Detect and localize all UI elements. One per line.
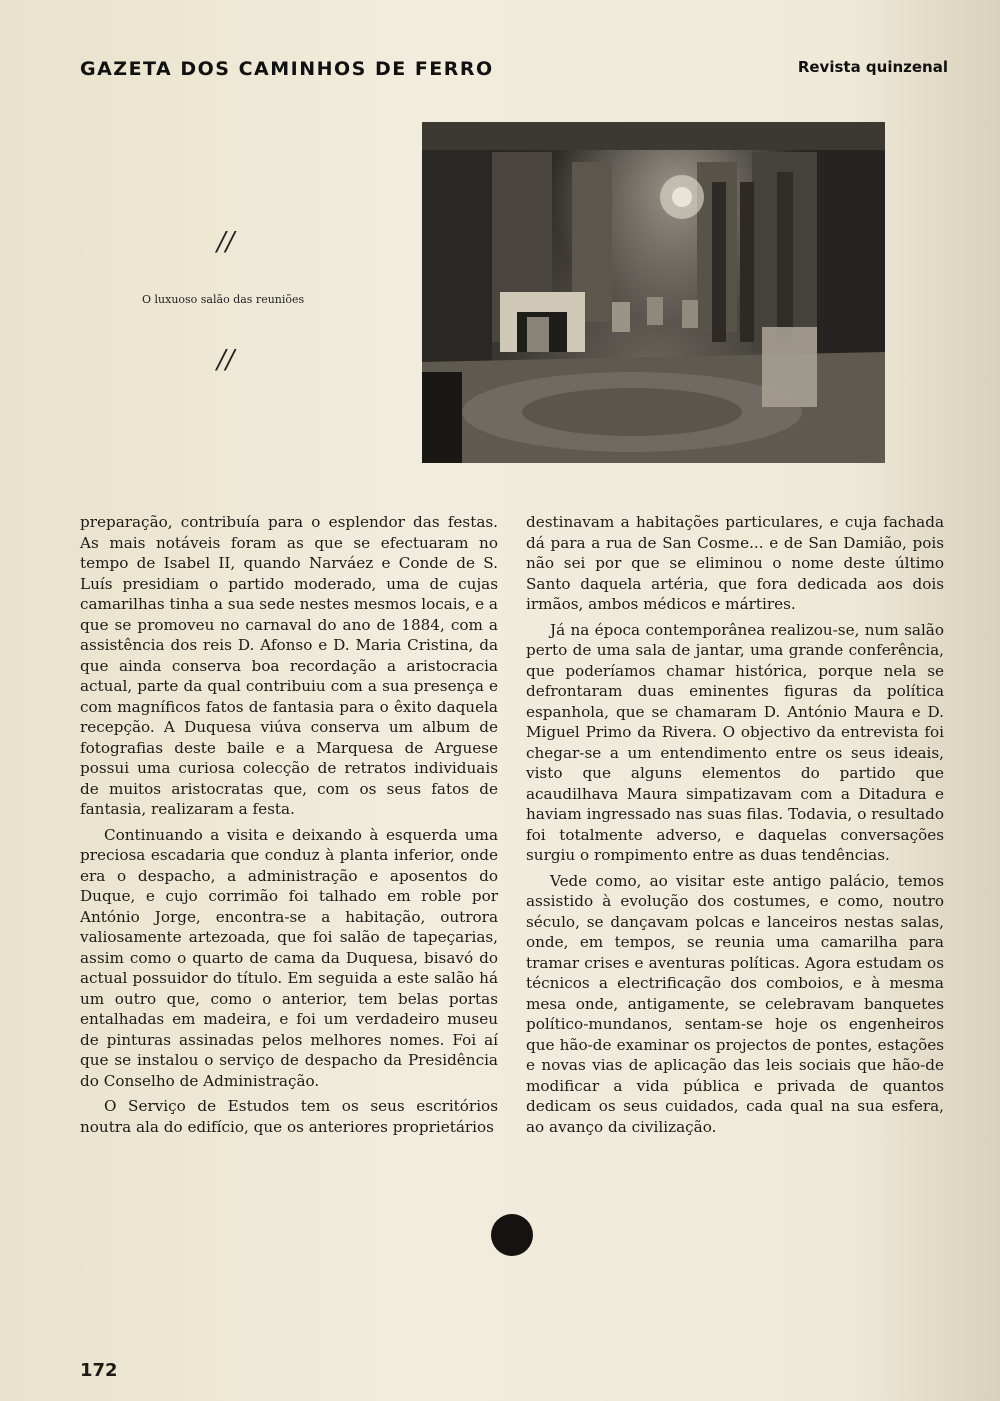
salon-illustration (422, 122, 885, 463)
paragraph: preparação, contribuía para o esplendor das festas. As mais notáveis foram as que se efectuaram no tempo de Isabel II, quando Narváez e Conde de S. Luís presidiam o partido moderado, uma de cujas camarilhas tinha a sua sede nestes mesmos locais, e a que se promoveu no carnaval do ano de 1884, com a assistência dos reis D. Afonso e D. Maria Cristina, da que ainda conserva boa recordação a aristocracia actual, parte da qual contribuiu com a sua presença e com magníficos fatos de fantasia para o êxito daquela recepção. A Duquesa viúva conserva um album de fotografias deste baile e a Marquesa de Arguese possui uma curiosa colecção de retratos individuais de muitos aristocratas que, com os seus fatos de fantasia, realizaram a festa. (80, 513, 498, 818)
salon-photograph (422, 122, 885, 463)
margin-mark-top: // (217, 227, 235, 257)
right-column (526, 512, 944, 1142)
journal-title: GAZETA DOS CAMINHOS DE FERRO (80, 58, 494, 80)
margin-mark-bottom: // (217, 345, 235, 375)
photo-caption: O luxuoso salão das reuniões (142, 293, 305, 306)
paragraph: destinavam a habitações particulares, e cuja fachada dá para a rua de San Cosme... e de San Damião, pois não sei por que se eliminou o nome deste último Santo daquela artéria, que fora dedicada aos dois irmãos, ambos médicos e mártires. (526, 513, 944, 613)
ink-dot (491, 1214, 533, 1256)
paragraph: O Serviço de Estudos tem os seus escritórios noutra ala do edifício, que os anteriores proprietários (80, 1097, 498, 1136)
paragraph: Vede como, ao visitar este antigo palácio, temos assistido à evolução dos costumes, e como, noutro século, se dançavam polcas e lanceiros nestas salas, onde, em tempos, se reunia uma camarilha para tramar crises e aventuras políticas. Agora estudam os técnicos a electrificação dos comboios, e à mesma mesa onde, antigamente, se celebravam banquetes político-mundanos, sentam-se hoje os engenheiros que hão-de examinar os projectos de pontes, estações e novas vias de aplicação das leis sociais que hão-de modificar a vida pública e privada de quantos dedicam os seus cuidados, cada qual na sua esfera, ao avanço da civilização. (526, 871, 944, 1136)
page-header (80, 58, 948, 88)
journal-subtitle: Revista quinzenal (797, 58, 948, 76)
paragraph: Já na época contemporânea realizou-se, num salão perto de uma sala de jantar, uma grande conferência, que poderíamos chamar histórica, porque nela se defrontaram duas eminentes figuras da política espanhola, que se chamaram D. António Maura e D. Miguel Primo da Rivera. O objectivo da entrevista foi chegar-se a um entendimento entre os seus ideais, visto que alguns elementos do partido que acaudilhava Maura simpatizavam com a Ditadura e haviam ingressado nas suas filas. Todavia, o resultado foi totalmente adverso, e daquelas conversações surgiu o rompimento entre as duas tendências. (526, 620, 944, 864)
page-number: 172 (80, 1360, 118, 1381)
left-column (80, 512, 498, 1142)
paragraph: Continuando a visita e deixando à esquerda uma preciosa escadaria que conduz à planta inferior, onde era o despacho, a administração e aposentos do Duque, e cujo corrimão foi talhado em roble por António Jorge, encontra-se a habitação, outrora valiosamente artezoada, que foi salão de tapeçarias, assim como o quarto de cama da Duquesa, bisavó do actual possuidor do título. Em seguida a este salão há um outro que, como o anterior, tem belas portas entalhadas em madeira, e foi um verdadeiro museu de pinturas assinadas pelos melhores nomes. Foi aí que se instalou o serviço de despacho da Presidência do Conselho de Administração. (80, 825, 498, 1090)
